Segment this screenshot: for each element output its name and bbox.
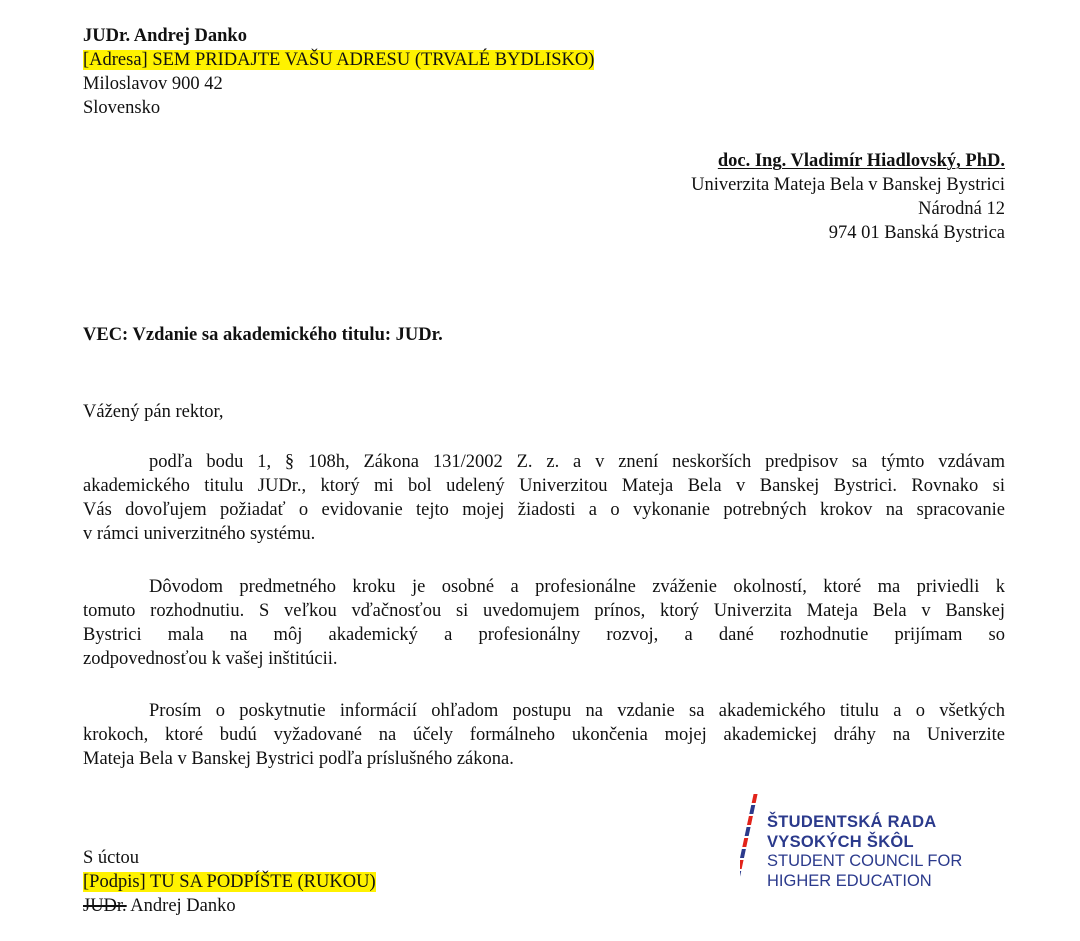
letter-subject: VEC: Vzdanie sa akademického titulu: JUDr. <box>83 325 443 345</box>
logo-line-3: STUDENT COUNCIL FOR <box>767 852 963 870</box>
paragraph-line: krokoch, ktoré budú vyžadované na účely formálneho ukončenia mojej akademickej dráhy na Univerzite <box>83 725 1005 745</box>
signature-placeholder: [Podpis] TU SA PODPÍŠTE (RUKOU) <box>83 872 376 892</box>
paragraph-line: podľa bodu 1, § 108h, Zákona 131/2002 Z. z. a v znení neskorších predpisov sa týmto vzdávam <box>149 452 1005 472</box>
paragraph-line: Vás dovoľujem požiadať o evidovanie tejto mojej žiadosti a o vykonanie potrebných krokov na spracovanie <box>83 500 1005 520</box>
closing-name: Andrej Danko <box>130 896 236 916</box>
letter-greeting: Vážený pán rektor, <box>83 402 224 422</box>
body-paragraph-1 <box>83 450 1005 546</box>
sender-address-placeholder: [Adresa] SEM PRIDAJTE VAŠU ADRESU (TRVALÉ BYDLISKO) <box>83 50 595 70</box>
struck-title: JUDr. <box>83 896 127 916</box>
body-paragraph-2 <box>83 575 1005 671</box>
paragraph-line: Mateja Bela v Banskej Bystrici podľa príslušného zákona. <box>83 749 514 769</box>
logo-text <box>767 813 962 891</box>
paragraph-line: tomuto rozhodnutiu. S veľkou vďačnosťou si uvedomujem prínos, ktorý Univerzita Mateja Bela v Banskej <box>83 601 1005 621</box>
logo-line-2: VYSOKÝCH ŠKÔL <box>767 832 914 851</box>
recipient-block <box>691 149 1005 245</box>
closing-salutation: S úctou <box>83 848 140 868</box>
paragraph-line: v rámci univerzitného systému. <box>83 524 316 544</box>
sender-name: JUDr. Andrej Danko <box>83 26 247 46</box>
recipient-street: Národná 12 <box>918 199 1005 219</box>
logo-line-1: ŠTUDENTSKÁ RADA <box>767 813 937 831</box>
sender-city: Miloslavov 900 42 <box>83 74 223 94</box>
recipient-institution: Univerzita Mateja Bela v Banskej Bystrici <box>691 175 1005 195</box>
paragraph-line: akademického titulu JUDr., ktorý mi bol udelený Univerzitou Mateja Bela v Banskej Bystrici. Rovnako si <box>83 476 1005 496</box>
student-council-logo <box>740 792 1000 904</box>
paragraph-line: Prosím o poskytnutie informácií ohľadom postupu na vzdanie sa akademického titulu a o všetkých <box>149 701 1005 721</box>
sender-country: Slovensko <box>83 98 161 118</box>
recipient-name: doc. Ing. Vladimír Hiadlovský, PhD. <box>717 151 1005 171</box>
recipient-city: 974 01 Banská Bystrica <box>828 223 1005 243</box>
sender-block <box>83 24 594 120</box>
paragraph-line: Dôvodom predmetného kroku je osobné a profesionálne zváženie okolností, ktoré ma priviedli k <box>149 577 1005 597</box>
logo-stripe-icon <box>740 792 758 904</box>
closing-name-line <box>83 894 376 918</box>
paragraph-line: zodpovednosťou k vašej inštitúcii. <box>83 649 338 669</box>
logo-line-4: HIGHER EDUCATION <box>767 871 932 890</box>
body-paragraph-3 <box>83 699 1005 771</box>
paragraph-line: Bystrici mala na môj akademický a profesionálny rozvoj, a dané rozhodnutie prijímam so <box>83 625 1005 645</box>
closing-block <box>83 846 376 918</box>
